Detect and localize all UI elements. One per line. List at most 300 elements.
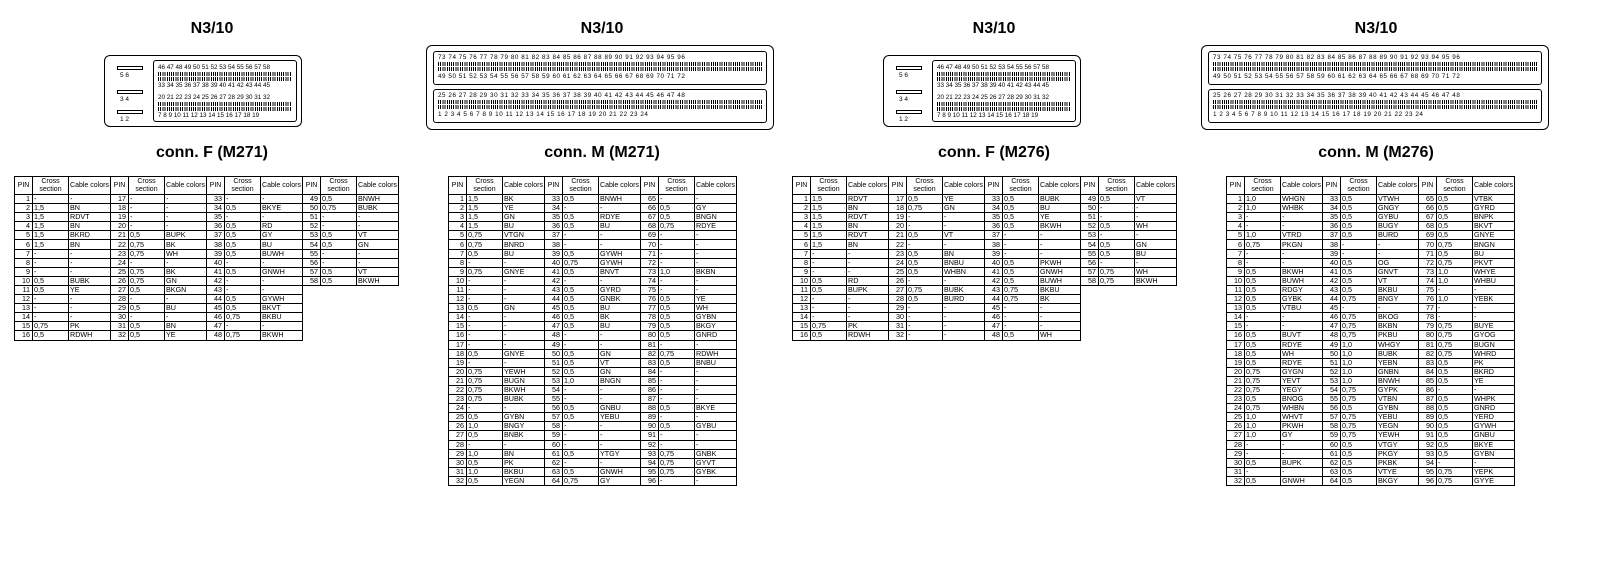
pin-number: 8: [793, 258, 811, 267]
cable-color: BN: [847, 240, 889, 249]
cross-section: 0,5: [321, 276, 357, 285]
cross-section: 0,75: [1437, 331, 1473, 340]
cable-color: -: [1039, 313, 1081, 322]
pin-number: 9: [793, 267, 811, 276]
cable-color: BU: [1135, 249, 1177, 258]
cable-color: -: [503, 340, 545, 349]
pin-number: 16: [15, 331, 33, 340]
table-row: [1227, 467, 1515, 476]
pin-number: 34: [985, 204, 1003, 213]
pin-number: 45: [985, 304, 1003, 313]
empty-cell: [357, 322, 399, 331]
pin-number: 16: [1227, 331, 1245, 340]
column-header: Cross section: [129, 177, 165, 195]
cross-section: 0,5: [1341, 204, 1377, 213]
pin-number: 25: [449, 413, 467, 422]
pin-number: 52: [545, 367, 563, 376]
pin-number: 21: [1227, 376, 1245, 385]
pin-number: 6: [15, 240, 33, 249]
cable-color: WHPK: [1473, 395, 1515, 404]
cable-color: BNGY: [1377, 295, 1419, 304]
cable-color: YEBU: [1377, 413, 1419, 422]
pin-number: 88: [1419, 404, 1437, 413]
pin-number: 65: [1419, 195, 1437, 204]
cross-section: 0,5: [659, 295, 695, 304]
pin-number: 7: [449, 249, 467, 258]
cross-section: -: [1341, 304, 1377, 313]
cross-section: 0,75: [1341, 331, 1377, 340]
column-header: PIN: [1227, 177, 1245, 195]
pin-number: 28: [889, 295, 907, 304]
table-row: [793, 258, 1177, 267]
cross-section: 1,0: [1341, 367, 1377, 376]
cross-section: -: [467, 285, 503, 294]
cable-color: -: [261, 258, 303, 267]
pin-number: 54: [1323, 385, 1341, 394]
cable-color: GYOG: [1473, 331, 1515, 340]
cable-color: BKBN: [1377, 322, 1419, 331]
cross-section: -: [907, 322, 943, 331]
cable-color: BKVT: [261, 304, 303, 313]
cross-section: 0,5: [225, 240, 261, 249]
pin-number: 17: [449, 340, 467, 349]
cross-section: 0,75: [1437, 349, 1473, 358]
cable-color: BN: [503, 449, 545, 458]
cable-color: RDVT: [847, 231, 889, 240]
pin-number: 89: [1419, 413, 1437, 422]
pin-number: 14: [793, 313, 811, 322]
pin-number: 83: [641, 358, 659, 367]
pin-number: 29: [1227, 449, 1245, 458]
pin-number: 1: [793, 195, 811, 204]
cable-color: YEBK: [1473, 295, 1515, 304]
cross-section: 0,5: [1099, 195, 1135, 204]
cross-section: 0,5: [1437, 367, 1473, 376]
cross-section: 0,5: [467, 458, 503, 467]
cross-section: -: [659, 285, 695, 294]
pin-number: 72: [1419, 258, 1437, 267]
pin-number: 20: [449, 367, 467, 376]
cable-color: BKBN: [695, 267, 737, 276]
cable-color: GYBU: [695, 422, 737, 431]
pin-number: 4: [793, 222, 811, 231]
column-header: Cable colors: [261, 177, 303, 195]
cross-section: 0,75: [1437, 467, 1473, 476]
cable-color: GY: [599, 476, 641, 485]
cable-color: -: [357, 213, 399, 222]
pin-number: 27: [1227, 431, 1245, 440]
cross-section: 0,5: [1099, 222, 1135, 231]
cable-color: -: [847, 258, 889, 267]
pin-number: 35: [1323, 213, 1341, 222]
pin-number: 37: [1323, 231, 1341, 240]
pin-number: 2: [793, 204, 811, 213]
cross-section: 0,5: [129, 304, 165, 313]
cable-color: -: [1135, 213, 1177, 222]
pin-number: 46: [545, 313, 563, 322]
column-header: PIN: [889, 177, 907, 195]
pin-table: [1226, 176, 1515, 486]
cable-color: VTBN: [1377, 395, 1419, 404]
cable-color: BNBU: [695, 358, 737, 367]
cross-section: 0,75: [321, 204, 357, 213]
column-header: PIN: [15, 177, 33, 195]
table-row: [449, 376, 737, 385]
column-header: Cable colors: [1473, 177, 1515, 195]
cross-section: 0,5: [1437, 213, 1473, 222]
cable-color: YE: [1039, 213, 1081, 222]
cable-color: GYBN: [503, 413, 545, 422]
pin-number: 30: [889, 313, 907, 322]
pin-number: 72: [641, 258, 659, 267]
pin-number: 56: [303, 258, 321, 267]
cable-color: -: [943, 304, 985, 313]
pin-number: 40: [545, 258, 563, 267]
pin-number: 32: [889, 331, 907, 340]
cross-section: 0,5: [563, 367, 599, 376]
pin-number: 34: [1323, 204, 1341, 213]
table-row: [793, 240, 1177, 249]
pin-number: 42: [545, 276, 563, 285]
power-pin: [896, 110, 922, 114]
pin-numbers: 33 34 35 36 37 38 39 40 41 42 43 44 45: [158, 82, 271, 89]
cable-color: -: [695, 240, 737, 249]
empty-cell: [357, 313, 399, 322]
cable-color: -: [1039, 304, 1081, 313]
cross-section: 0,5: [1245, 395, 1281, 404]
cross-section: 0,5: [1437, 413, 1473, 422]
cable-color: WHRD: [1473, 349, 1515, 358]
cross-section: 0,5: [1341, 404, 1377, 413]
pin-number: 2: [15, 204, 33, 213]
cable-color: -: [165, 204, 207, 213]
cross-section: 0,5: [1341, 285, 1377, 294]
cable-color: BN: [847, 204, 889, 213]
pin-number: 84: [1419, 367, 1437, 376]
cable-color: BKWH: [357, 276, 399, 285]
pin-number: 26: [1227, 422, 1245, 431]
cable-color: WHGY: [1377, 340, 1419, 349]
pin-number: 60: [1323, 440, 1341, 449]
column-header: PIN: [1323, 177, 1341, 195]
cable-color: GYWH: [1473, 422, 1515, 431]
table-row: [1227, 385, 1515, 394]
pin-number: 37: [545, 231, 563, 240]
cross-section: 1,5: [811, 231, 847, 240]
cable-color: -: [847, 304, 889, 313]
cross-section: -: [811, 267, 847, 276]
pin-number: 6: [1227, 240, 1245, 249]
pin-number: 20: [1227, 367, 1245, 376]
cross-section: -: [129, 295, 165, 304]
empty-cell: [303, 285, 321, 294]
table-row: [449, 449, 737, 458]
cross-section: -: [811, 313, 847, 322]
pin-number: 47: [207, 322, 225, 331]
cable-color: -: [943, 213, 985, 222]
pin-number: 11: [15, 285, 33, 294]
cable-color: WHGN: [1281, 195, 1323, 204]
empty-cell: [1081, 313, 1099, 322]
pin-number: 18: [111, 204, 129, 213]
cross-section: -: [1245, 213, 1281, 222]
cross-section: -: [1245, 249, 1281, 258]
cross-section: 0,5: [811, 285, 847, 294]
cable-color: -: [599, 422, 641, 431]
cross-section: 0,5: [1245, 304, 1281, 313]
cable-color: BUVT: [1281, 331, 1323, 340]
cable-color: BKBU: [261, 313, 303, 322]
pin-number: 41: [545, 267, 563, 276]
table-row: [449, 440, 737, 449]
pin-table: [792, 176, 1177, 341]
cable-color: BKOG: [1377, 313, 1419, 322]
cable-color: -: [503, 440, 545, 449]
pin-number: 49: [303, 195, 321, 204]
cross-section: 0,5: [659, 313, 695, 322]
pin-number: 31: [889, 322, 907, 331]
cable-color: YEBU: [599, 413, 641, 422]
cross-section: 0,5: [907, 258, 943, 267]
cross-section: 0,5: [1437, 204, 1473, 213]
cable-color: -: [503, 358, 545, 367]
cross-section: 0,5: [563, 313, 599, 322]
cross-section: 0,5: [1341, 440, 1377, 449]
pin-number: 68: [1419, 222, 1437, 231]
cable-color: BK: [1039, 295, 1081, 304]
cable-color: VT: [1377, 276, 1419, 285]
cross-section: 0,5: [1437, 249, 1473, 258]
pin-number: 36: [985, 222, 1003, 231]
pin-number: 38: [207, 240, 225, 249]
pin-number: 75: [1419, 285, 1437, 294]
cross-section: -: [659, 431, 695, 440]
cable-color: GNBK: [599, 295, 641, 304]
cable-color: YEVT: [1281, 376, 1323, 385]
pin-number: 34: [207, 204, 225, 213]
cable-color: BK: [503, 195, 545, 204]
pin-number: 18: [1227, 349, 1245, 358]
cable-color: GNRD: [1473, 404, 1515, 413]
cable-color: BUWH: [1039, 276, 1081, 285]
pin-number: 40: [985, 258, 1003, 267]
pin-number: 14: [15, 313, 33, 322]
cross-section: -: [467, 258, 503, 267]
cross-section: -: [659, 440, 695, 449]
cable-color: BKWH: [1039, 222, 1081, 231]
cable-color: GYRD: [599, 285, 641, 294]
pin-number: 82: [641, 349, 659, 358]
table-row: [1227, 240, 1515, 249]
table-row: [793, 295, 1177, 304]
cross-section: 0,75: [129, 240, 165, 249]
pin-number: 48: [985, 331, 1003, 340]
cable-color: -: [1473, 304, 1515, 313]
cross-section: 0,75: [33, 322, 69, 331]
pin-number: 52: [1323, 367, 1341, 376]
cable-color: -: [695, 231, 737, 240]
cross-section: -: [1003, 231, 1039, 240]
cross-section: -: [1245, 322, 1281, 331]
pin-number: 29: [889, 304, 907, 313]
cross-section: -: [563, 458, 599, 467]
pin-number: 25: [1227, 413, 1245, 422]
pin-number: 22: [1227, 385, 1245, 394]
cross-section: -: [563, 231, 599, 240]
table-row: [449, 467, 737, 476]
cross-section: 0,75: [1245, 385, 1281, 394]
cross-section: 0,5: [563, 295, 599, 304]
column-header: Cross section: [33, 177, 69, 195]
cable-color: -: [1377, 240, 1419, 249]
pin-number: 89: [641, 413, 659, 422]
cross-section: -: [1437, 385, 1473, 394]
cross-section: 0,75: [907, 204, 943, 213]
table-row: [449, 458, 737, 467]
cable-color: -: [1281, 213, 1323, 222]
cable-color: GN: [599, 367, 641, 376]
pin-number: 7: [15, 249, 33, 258]
empty-cell: [1099, 322, 1135, 331]
cross-section: 0,5: [1437, 376, 1473, 385]
cross-section: 0,75: [1003, 295, 1039, 304]
cross-section: 0,75: [1437, 240, 1473, 249]
cable-color: -: [1039, 240, 1081, 249]
cross-section: 0,5: [1245, 295, 1281, 304]
cable-color: WHBN: [1281, 404, 1323, 413]
cross-section: 0,75: [467, 367, 503, 376]
table-row: [1227, 440, 1515, 449]
table-row: [1227, 404, 1515, 413]
pin-number: 81: [641, 340, 659, 349]
cable-color: GNBN: [1377, 367, 1419, 376]
cable-color: GNBK: [695, 449, 737, 458]
cable-color: -: [165, 195, 207, 204]
pin-numbers: 46 47 48 49 50 51 52 53 54 55 56 57 58: [158, 64, 271, 71]
connector-face: [426, 45, 774, 130]
cross-section: 0,75: [467, 395, 503, 404]
empty-cell: [303, 304, 321, 313]
pin-numbers: 1 2 3 4 5 6 7 8 9 10 11 12 13 14 15 16 17 18 19 20 21 22 23 24: [1213, 111, 1424, 118]
cross-section: -: [1437, 313, 1473, 322]
pin-number: 96: [641, 476, 659, 485]
cross-section: 0,75: [1341, 295, 1377, 304]
column-header: Cable colors: [1281, 177, 1323, 195]
pin-number: 58: [303, 276, 321, 285]
cable-color: -: [261, 276, 303, 285]
cross-section: -: [225, 195, 261, 204]
cross-section: 0,5: [1341, 267, 1377, 276]
column-header: PIN: [641, 177, 659, 195]
cross-section: 0,5: [1437, 358, 1473, 367]
pin-number: 30: [449, 458, 467, 467]
empty-cell: [1099, 313, 1135, 322]
table-row: [15, 222, 399, 231]
cross-section: -: [563, 331, 599, 340]
pin-numbers: 73 74 75 76 77 78 79 80 81 82 83 84 85 86 87 88 89 90 91 92 93 94 95 96: [1213, 54, 1461, 61]
pin-number: 23: [889, 249, 907, 258]
cross-section: 0,5: [563, 249, 599, 258]
pin-number: 36: [545, 222, 563, 231]
pin-number: 49: [545, 340, 563, 349]
pin-number: 56: [545, 404, 563, 413]
cross-section: 0,5: [1245, 358, 1281, 367]
cable-color: BUBK: [69, 276, 111, 285]
cross-section: 0,5: [563, 349, 599, 358]
empty-cell: [1081, 295, 1099, 304]
cross-section: 0,5: [321, 195, 357, 204]
column-header: Cross section: [563, 177, 599, 195]
cable-color: WHYE: [1473, 267, 1515, 276]
pin-number: 73: [641, 267, 659, 276]
cable-color: BK: [599, 313, 641, 322]
table-row: [15, 295, 399, 304]
pin-table: [448, 176, 737, 486]
table-row: [793, 195, 1177, 204]
cross-section: 0,5: [129, 331, 165, 340]
pin-number: 92: [641, 440, 659, 449]
cable-color: BNGN: [695, 213, 737, 222]
cross-section: 0,75: [659, 349, 695, 358]
table-row: [1227, 295, 1515, 304]
cable-color: BUBK: [357, 204, 399, 213]
pin-number: 9: [1227, 267, 1245, 276]
cross-section: 1,5: [811, 213, 847, 222]
cable-color: OG: [1377, 258, 1419, 267]
pin-number: 12: [1227, 295, 1245, 304]
cross-section: 0,5: [1437, 222, 1473, 231]
cable-color: BUYE: [1473, 322, 1515, 331]
table-row: [1227, 340, 1515, 349]
pin-number: 31: [1227, 467, 1245, 476]
cable-color: -: [599, 458, 641, 467]
cross-section: 0,75: [1245, 404, 1281, 413]
cross-section: 0,75: [467, 385, 503, 394]
cable-color: GYBN: [695, 313, 737, 322]
cross-section: 0,75: [1341, 313, 1377, 322]
cable-color: GYRD: [1473, 204, 1515, 213]
cable-color: GY: [1281, 431, 1323, 440]
pin-number: 43: [985, 285, 1003, 294]
cable-color: RDYE: [1281, 358, 1323, 367]
pin-number: 47: [545, 322, 563, 331]
pin-number: 36: [207, 222, 225, 231]
cross-section: 1,0: [1341, 340, 1377, 349]
cable-color: -: [357, 222, 399, 231]
cable-color: BKVT: [1473, 222, 1515, 231]
cable-color: PK: [1473, 358, 1515, 367]
pin-number: 5: [449, 231, 467, 240]
cable-color: -: [943, 240, 985, 249]
pin-number: 41: [985, 267, 1003, 276]
table-row: [1227, 476, 1515, 485]
cross-section: -: [659, 385, 695, 394]
connector-face: [1201, 45, 1549, 130]
table-row: [1227, 367, 1515, 376]
cable-color: BNGN: [1473, 240, 1515, 249]
cross-section: -: [563, 440, 599, 449]
cross-section: 0,5: [1245, 331, 1281, 340]
cross-section: 1,0: [1245, 422, 1281, 431]
cable-color: -: [599, 440, 641, 449]
column-header: PIN: [111, 177, 129, 195]
cross-section: -: [659, 476, 695, 485]
cable-color: -: [599, 231, 641, 240]
pin-number: 57: [1323, 413, 1341, 422]
cross-section: 0,5: [467, 249, 503, 258]
pin-number: 27: [449, 431, 467, 440]
pin-number: 10: [15, 276, 33, 285]
